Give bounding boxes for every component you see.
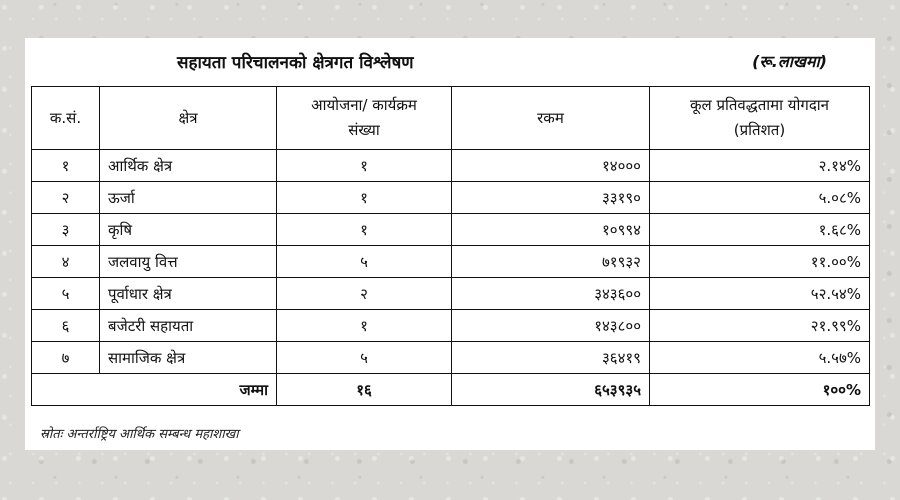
cell-share: २.१४%: [650, 150, 870, 182]
header-count-line2: संख्या: [348, 121, 380, 139]
cell-count: १: [277, 150, 452, 182]
cell-amount: ३३१९०: [452, 182, 650, 214]
table-row: [32, 310, 870, 342]
total-label: जम्मा: [32, 374, 277, 406]
cell-sector: पूर्वाधार क्षेत्र: [100, 278, 277, 310]
header-count-line1: आयोजना/ कार्यक्रम: [311, 96, 417, 114]
cell-sn: १: [32, 150, 100, 182]
cell-amount: १४३८००: [452, 310, 650, 342]
header-sector-label: क्षेत्र: [178, 108, 198, 127]
cell-amount: ७१९३२: [452, 246, 650, 278]
cell-share: ११.००%: [650, 246, 870, 278]
header-row: [32, 87, 870, 150]
table-row: [32, 182, 870, 214]
header-sector: [100, 87, 277, 150]
total-share: १००%: [650, 374, 870, 406]
unit-note: (रू.लाखमा): [752, 52, 827, 71]
cell-sn: ६: [32, 310, 100, 342]
cell-sector: आर्थिक क्षेत्र: [100, 150, 277, 182]
cell-count: ५: [277, 246, 452, 278]
report-panel: [25, 38, 875, 450]
cell-amount: ३६४१९: [452, 342, 650, 374]
header-share: [650, 87, 870, 150]
header-share-line2: (प्रतिशत): [733, 121, 786, 139]
header-amount: [452, 87, 650, 150]
table-row: [32, 342, 870, 374]
cell-share: २१.९९%: [650, 310, 870, 342]
cell-count: १: [277, 214, 452, 246]
table-row: [32, 278, 870, 310]
cell-count: २: [277, 278, 452, 310]
header-sn: [32, 87, 100, 150]
sector-analysis-table: [31, 86, 870, 406]
cell-count: ५: [277, 342, 452, 374]
cell-amount: ३४३६००: [452, 278, 650, 310]
cell-sector: सामाजिक क्षेत्र: [100, 342, 277, 374]
cell-share: ५.५७%: [650, 342, 870, 374]
total-row: [32, 374, 870, 406]
header-count: [277, 87, 452, 150]
source-note: स्रोतः अन्तर्राष्ट्रिय आर्थिक सम्बन्ध महाशाखा: [40, 427, 239, 442]
cell-count: १: [277, 182, 452, 214]
cell-amount: १४०००: [452, 150, 650, 182]
table-row: [32, 150, 870, 182]
cell-share: ५.०८%: [650, 182, 870, 214]
cell-share: १.६८%: [650, 214, 870, 246]
cell-count: १: [277, 310, 452, 342]
cell-sector: जलवायु वित्त: [100, 246, 277, 278]
table-row: [32, 214, 870, 246]
table-row: [32, 246, 870, 278]
cell-sn: ५: [32, 278, 100, 310]
total-amount: ६५३९३५: [452, 374, 650, 406]
cell-sector: ऊर्जा: [100, 182, 277, 214]
total-count: १६: [277, 374, 452, 406]
table-title: सहायता परिचालनको क्षेत्रगत विश्लेषण: [177, 53, 414, 73]
header-amount-label: रकम: [537, 108, 564, 127]
cell-share: ५२.५४%: [650, 278, 870, 310]
cell-sn: ४: [32, 246, 100, 278]
cell-sn: ७: [32, 342, 100, 374]
cell-sector: बजेटरी सहायता: [100, 310, 277, 342]
cell-amount: १०९९४: [452, 214, 650, 246]
header-sn-label: क.सं.: [49, 108, 82, 127]
cell-sn: ३: [32, 214, 100, 246]
cell-sector: कृषि: [100, 214, 277, 246]
header-share-line1: कूल प्रतिवद्धतामा योगदान: [689, 96, 830, 114]
cell-sn: २: [32, 182, 100, 214]
